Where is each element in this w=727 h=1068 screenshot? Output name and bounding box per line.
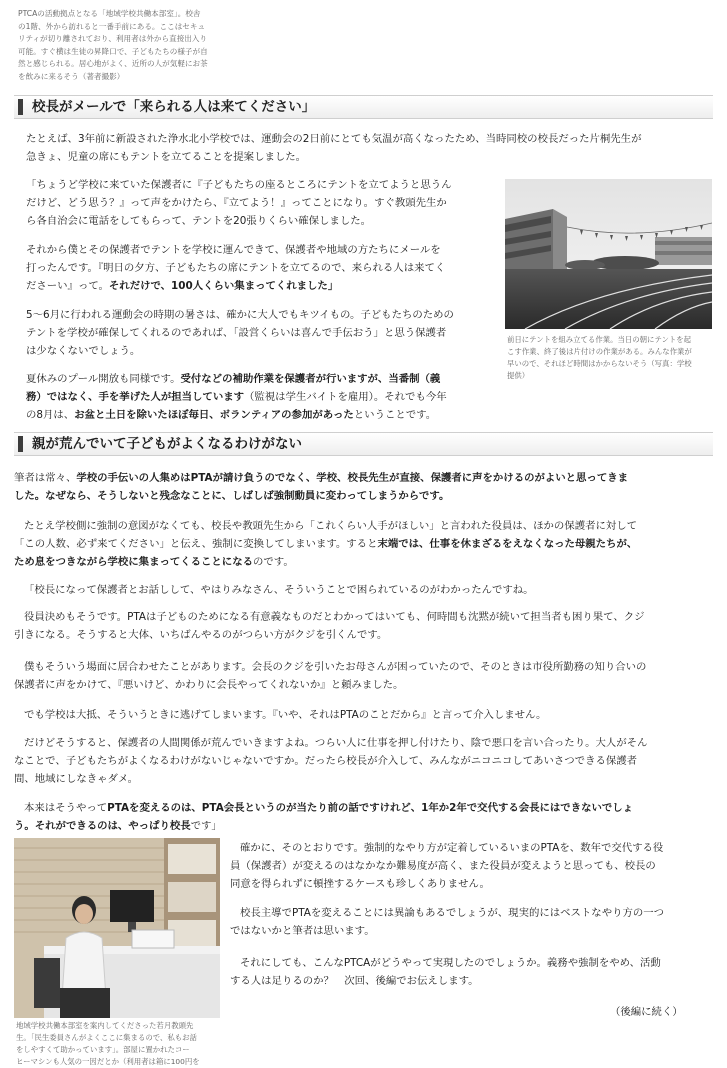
s1-paragraph-3: それから僕とその保護者でテントを学校に運んできて、保護者や地域の方たちにメールを 打ったんです。『明日の夕方、子どもたちの席にテントを立てるので、来られる人は来てく ださーい』って。それだけで、100人くらい集まってくれました」	[26, 244, 446, 292]
s1-paragraph-5: 夏休みのプール開放も同様です。受付などの補助作業を保護者が行いますが、当番制（義 務）ではなく、手を挙げた人が担当しています（監視は学生バイトを雇用）。それでも今年 の8月は、お盆と土日を除いたほぼ毎日、ボランティアの参加があったということです。	[26, 373, 447, 421]
s1-paragraph-2: 「ちょうど学校に来ていた保護者に『子どもたちの座るところにテントを立てようと思うん だけど、どう思う？』って声をかけたら、『立てよう！』ってことになり。すぐ教頭先生か ら各自治会に電話をしてもらって、テントを20張りくらい確保しました。	[26, 179, 452, 227]
section-title-2: 親が荒んでいて子どもがよくなるわけがない	[32, 436, 302, 452]
s2-paragraph-9: 確かに、そのとおりです。強制的なやり方が定着しているいまのPTAを、数年で交代する役 員（保護者）が変えるのはなかなか難易度が高く、また役員が変えようと思っても、校長の 同意を得られずに頓挫するケースも珍しくありません。	[230, 842, 664, 890]
school-photo-image	[505, 179, 712, 329]
school-tent-photo	[505, 179, 712, 329]
s2-paragraph-10: 校長主導でPTAを変えることには異論もあるでしょうが、現実的にはベストなやり方の一つ ではないかと筆者は思います。	[230, 907, 665, 937]
s2-paragraph-8: 本来はそうやってPTAを変えるのは、PTA会長というのが当たり前の話ですけれど、1年か2年で交代する会長にはできないでしょ う。それができるのは、やっぱり校長です」	[14, 802, 634, 832]
s2-paragraph-11: それにしても、こんなPTCAがどうやって実現したのでしょうか。義務や強制をやめ、活動 する人は足りるのか？ 次回、後編でお伝えします。	[230, 957, 661, 987]
heading-marker	[18, 436, 23, 452]
section-heading-2	[14, 432, 713, 456]
s2-paragraph-1: 筆者は常々、学校の手伝いの人集めはPTAが請け負うのでなく、学校、校長先生が直接、保護者に声をかけるのがよいと思ってきま した。なぜなら、そうしないと残念なことに、しばしば強制動員に変わってしまうからです。	[14, 472, 628, 502]
s1-paragraph-4: 5〜6月に行われる運動会の時期の暑さは、確かに大人でもキツイもの。子どもたちのための テントを学校が確保してくれるのであれば、「設営くらいは喜んで手伝おう」と思う保護者 は少なくないでしょう。	[26, 309, 454, 357]
school-photo-caption: 前日にテントを組み立てる作業。当日の朝にテントを起 こす作業、終了後は片付けの作業がある。みんな作業が 早いので、それほど時間はかからないそう（写真：学校 提供）	[507, 335, 692, 380]
s2-paragraph-3: 「校長になって保護者とお話しして、やはりみなさん、そういうことで困られているのがわかったんですね。	[24, 584, 534, 596]
s2-paragraph-5: 僕もそういう場面に居合わせたことがあります。会長のクジを引いたお母さんが困っていたので、そのときは市役所勤務の知り合いの 保護者に声をかけて、『悪いけど、かわりに会長やってくれないか』と頼みました。	[14, 661, 647, 691]
office-photo-image	[14, 838, 220, 1018]
continued-note: （後編に続く）	[610, 1006, 683, 1018]
section-title-1: 校長がメールで「来られる人は来てください」	[32, 99, 316, 115]
office-photo-caption: 地域学校共働本部室を案内してくださった若月教頭先 生。「民生委員さんがよくここに集まるので、私もお話 をしやすくて助かっています」。部屋に置かれたコー ヒーマシンも人気の一因だとか（利用者は箱に100円を	[16, 1021, 200, 1066]
heading-marker	[18, 99, 23, 115]
s1-paragraph-1: たとえば、3年前に新設された浄水北小学校では、運動会の2日前にとても気温が高くなったため、当時同校の校長だった片桐先生が 急きょ、児童の席にもテントを立てることを提案しました。	[26, 133, 642, 163]
top-photo-caption: PTCAの活動拠点となる「地域学校共働本部室」。校舎 の1階、外から訪れると一番手前にある。ここはセキュ リティが切り離されており、利用者は外から直接出入り 可能。すぐ横は生徒の昇降口で、子どもたちの様子が自 然と感じられる。居心地がよく、近所の人が気軽にお茶 を飲みに来るそう（著者撮影）	[18, 9, 208, 81]
section-heading-1	[14, 95, 713, 119]
s2-paragraph-7: だけどそうすると、保護者の人間関係が荒んでいきますよね。つらい人に仕事を押し付けたり、陰で悪口を言い合ったり。大人がそん なことで、子どもたちがよくなるわけがないじゃないですか。だったら校長が介入して、みんながニコニコしてあいさつできる保護者 間、地域にしなきゃダメ。	[14, 737, 648, 785]
office-room-photo	[14, 838, 220, 1018]
s2-paragraph-2: たとえ学校側に強制の意図がなくても、校長や教頭先生から「これくらい人手がほしい」と言われた役員は、ほかの保護者に対して 「この人数、必ず来てください」と伝え、強制に変換してしまいます。すると末端では、仕事を休まざるをえなくなった母親たちが、 ため息をつきながら学校に集まってくることになるのです。	[14, 520, 638, 568]
s2-paragraph-6: でも学校は大抵、そういうときに逃げてしまいます。『いや、それはPTAのことだから』と言って介入しません。	[24, 709, 547, 721]
s2-paragraph-4: 役員決めもそうです。PTAは子どものためになる有意義なものだとわかってはいても、何時間も沈黙が続いて担当者も困り果て、クジ 引きになる。そうすると大体、いちばんやるのがつらい方がクジを引くんです。	[14, 611, 645, 641]
